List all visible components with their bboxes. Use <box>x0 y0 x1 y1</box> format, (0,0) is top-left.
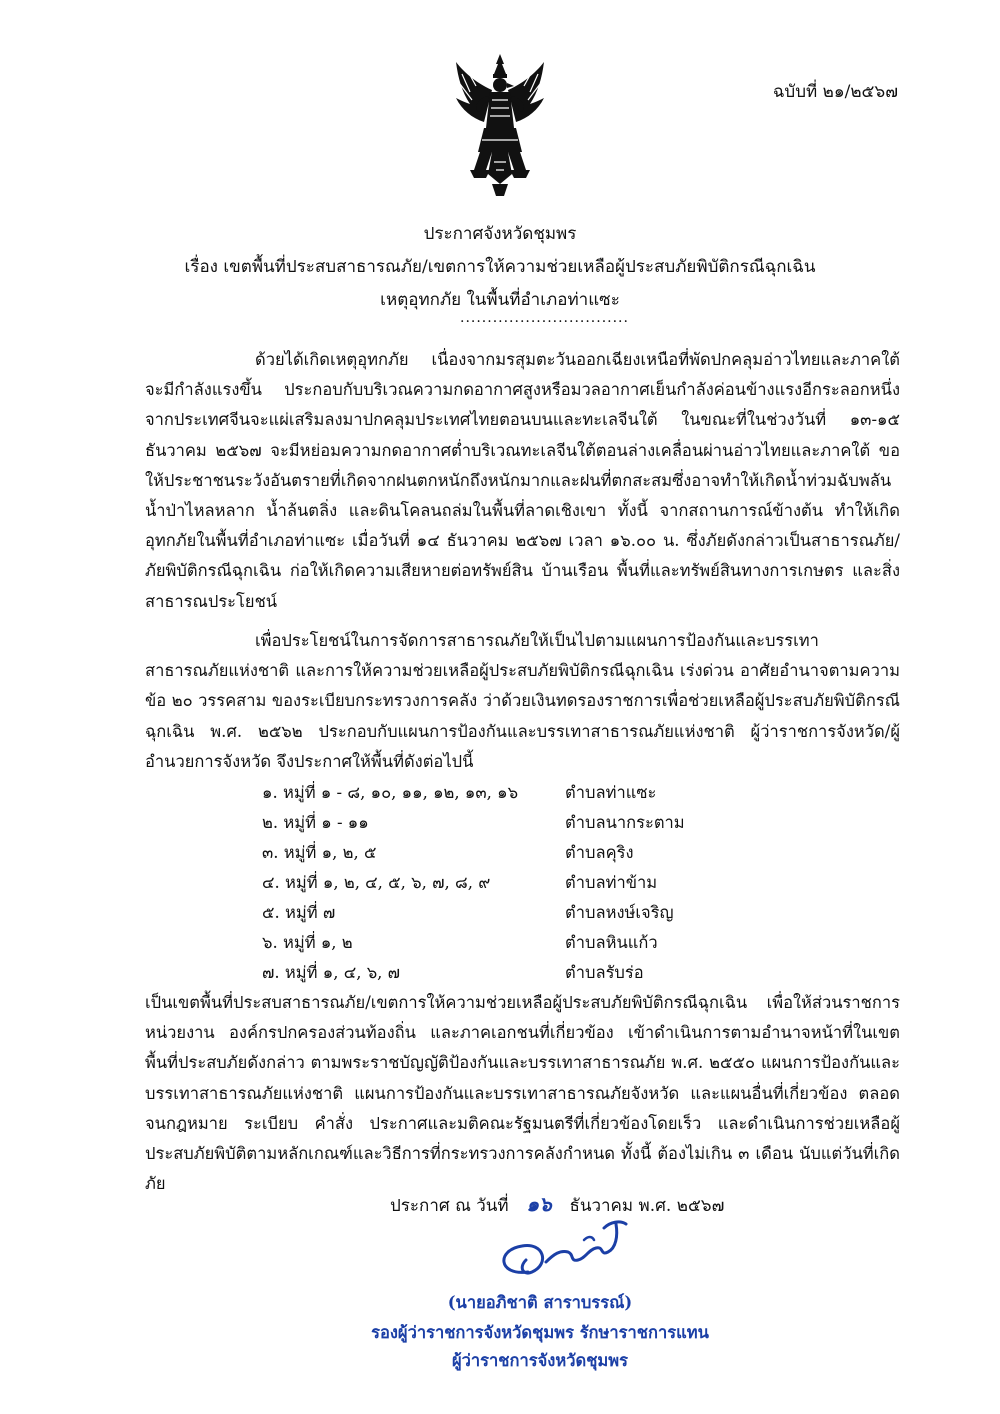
issue-number: ฉบับที่ ๒๑/๒๕๖๗ <box>772 82 898 102</box>
subject-line-1: เรื่อง เขตพื้นที่ประสบสาธารณภัย/เขตการให้ความช่วยเหลือผู้ประสบภัยพิบัติกรณีฉุกเฉิน <box>184 257 816 277</box>
announcement-date-prefix: ประกาศ ณ วันที่ <box>390 1196 509 1216</box>
area-subdistrict: ตำบลรับร่อ <box>565 963 644 982</box>
area-item <box>262 778 762 808</box>
area-villages: ๖. หมู่ที่ ๑, ๒ <box>262 933 353 952</box>
paragraph-declaration: เป็นเขตพื้นที่ประสบสาธารณภัย/เขตการให้ความช่วยเหลือผู้ประสบภัยพิบัติกรณีฉุกเฉิน เพื่อให้ส่วนราชการ หน่วยงาน องค์กรปกครองส่วนท้องถิ่น และภาคเอกชนที่เกี่ยวข้อง เข้าดำเนินการตามอำนาจหน้าที่ในเขตพื้นที่ประสบภัยดังกล่าว ตามพระราชบัญญัติป้องกันและบรรเทาสาธารณภัย พ.ศ. ๒๕๕๐ แผนการป้องกันและบรรเทาสาธารณภัยแห่งชาติ แผนการป้องกันและบรรเทาสาธารณภัยจังหวัด และแผนอื่นที่เกี่ยวข้อง ตลอดจนกฎหมาย ระเบียบ คำสั่ง ประกาศและมติคณะรัฐมนตรีที่เกี่ยวข้องโดยเร็ว และดำเนินการช่วยเหลือผู้ประสบภัยพิบัติตามหลักเกณฑ์และวิธีการที่กระทรวงการคลังกำหนด ทั้งนี้ ต้องไม่เกิน ๓ เดือน นับแต่วันที่เกิดภัย <box>145 993 900 1194</box>
area-villages: ๔. หมู่ที่ ๑, ๒, ๔, ๕, ๖, ๗, ๘, ๙ <box>262 873 491 892</box>
paragraph-authority <box>145 626 900 777</box>
area-subdistrict: ตำบลท่าข้าม <box>565 873 658 892</box>
signer-title-line-1: รองผู้ว่าราชการจังหวัดชุมพร รักษาราชการแทน <box>371 1323 709 1342</box>
area-subdistrict: ตำบลหงษ์เจริญ <box>565 903 674 922</box>
announcement-day-handwritten: ๑๖ <box>526 1192 552 1216</box>
paragraph-authority-text: เพื่อประโยชน์ในการจัดการสาธารณภัยให้เป็นไปตามแผนการป้องกันและบรรเทาสาธารณภัยแห่งชาติ และการให้ความช่วยเหลือผู้ประสบภัยพิบัติกรณีฉุกเฉิน เร่งด่วน อาศัยอำนาจตามความ ข้อ ๒๐ วรรคสาม ของระเบียบกระทรวงการคลัง ว่าด้วยเงินทดรองราชการเพื่อช่วยเหลือผู้ประสบภัยพิบัติกรณีฉุกเฉิน พ.ศ. ๒๕๖๒ ประกอบกับแผนการป้องกันและบรรเทาสาธารณภัยแห่งชาติ ผู้ว่าราชการจังหวัด/ผู้อำนวยการจังหวัด จึงประกาศให้พื้นที่ดังต่อไปนี้ <box>145 631 900 771</box>
area-villages: ๗. หมู่ที่ ๑, ๔, ๖, ๗ <box>262 963 401 982</box>
area-subdistrict: ตำบลนากระตาม <box>565 813 685 832</box>
paragraph-background-text: ด้วยได้เกิดเหตุอุทกภัย เนื่องจากมรสุมตะวันออกเฉียงเหนือที่พัดปกคลุมอ่าวไทยและภาคใต้จะมีกำลังแรงขึ้น ประกอบกับบริเวณความกดอากาศสูงหรือมวลอากาศเย็นกำลังค่อนข้างแรงอีกระลอกหนึ่งจากประเทศจีนจะแผ่เสริมลงมาปกคลุมประเทศไทยตอนบนและทะเลจีนใต้ ในขณะที่ในช่วงวันที่ ๑๓-๑๕ ธันวาคม ๒๕๖๗ จะมีหย่อมความกดอากาศต่ำบริเวณทะเลจีนใต้ตอนล่างเคลื่อนผ่านอ่าวไทยและภาคใต้ ขอให้ประชาชนระวังอันตรายที่เกิดจากฝนตกหนักถึงหนักมากและฝนที่ตกสะสมซึ่งอาจทำให้เกิดน้ำท่วมฉับพลัน น้ำป่าไหลหลาก น้ำล้นตลิ่ง และดินโคลนถล่มในพื้นที่ลาดเชิงเขา ทั้งนี้ จากสถานการณ์ข้างต้น ทำให้เกิดอุทกภัยในพื้นที่อำเภอท่าแซะ เมื่อวันที่ ๑๔ ธันวาคม ๒๕๖๗ เวลา ๑๖.๐๐ น. ซึ่งภัยดังกล่าวเป็นสาธารณภัย/ภัยพิบัติกรณีฉุกเฉิน ก่อให้เกิดความเสียหายต่อทรัพย์สิน บ้านเรือน พื้นที่และทรัพย์สินทางการเกษตร และสิ่งสาธารณประโยชน์ <box>145 350 900 611</box>
area-item <box>262 958 762 988</box>
area-villages: ๕. หมู่ที่ ๗ <box>262 903 336 922</box>
area-subdistrict: ตำบลท่าแซะ <box>565 783 657 802</box>
area-item <box>262 808 762 838</box>
area-item <box>262 928 762 958</box>
area-villages: ๓. หมู่ที่ ๑, ๒, ๕ <box>262 843 377 862</box>
garuda-emblem-icon <box>452 52 548 198</box>
area-item <box>262 838 762 868</box>
document-title: ประกาศจังหวัดชุมพร <box>423 224 577 244</box>
handwritten-signature-icon <box>488 1210 638 1290</box>
area-item <box>262 868 762 898</box>
announcement-date-suffix: ธันวาคม พ.ศ. ๒๕๖๗ <box>569 1196 725 1216</box>
area-villages: ๒. หมู่ที่ ๑ - ๑๑ <box>262 813 369 832</box>
affected-areas-list <box>262 778 762 988</box>
signer-title-line-2: ผู้ว่าราชการจังหวัดชุมพร <box>451 1351 629 1370</box>
signer-name: (นายอภิชาติ สาราบรรณ์) <box>447 1293 633 1312</box>
area-item <box>262 898 762 928</box>
subject-line-2: เหตุอุทกภัย ในพื้นที่อำเภอท่าแซะ <box>380 290 620 310</box>
document-header <box>100 218 900 317</box>
area-subdistrict: ตำบลคุริง <box>565 843 634 862</box>
area-villages: ๑. หมู่ที่ ๑ - ๘, ๑๐, ๑๑, ๑๒, ๑๓, ๑๖ <box>262 783 519 802</box>
area-subdistrict: ตำบลหินแก้ว <box>565 933 658 952</box>
header-separator: ............................... <box>460 310 629 326</box>
paragraph-background <box>145 345 900 617</box>
